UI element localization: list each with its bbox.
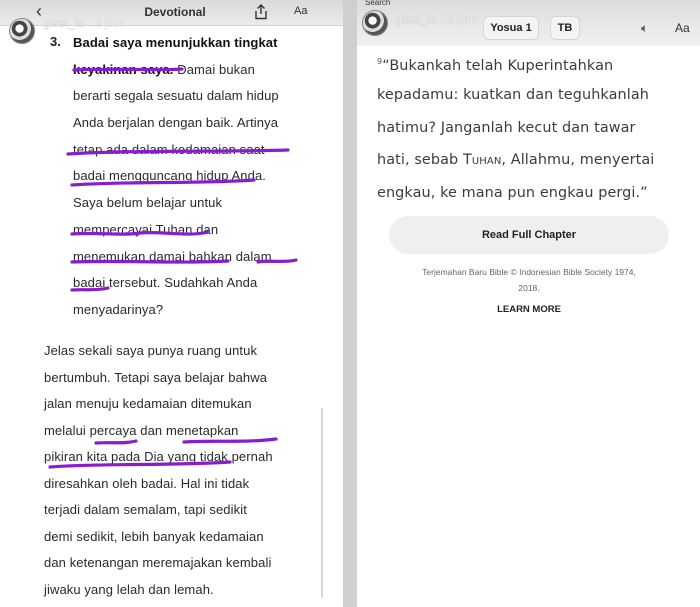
back-arrow-icon[interactable]: ‹: [36, 1, 42, 21]
avatar[interactable]: [362, 10, 388, 36]
devotional-paragraph-1: [73, 30, 318, 324]
bold-text: keyakinan saya.: [73, 61, 174, 77]
username: gisel_la: [395, 12, 436, 26]
paragraph-line: [73, 57, 318, 84]
regular-text: menyadarinya?: [73, 301, 164, 317]
version-button[interactable]: TB: [550, 16, 580, 40]
devotional-paragraph-2: [44, 338, 324, 603]
bible-verse-panel: [357, 0, 700, 607]
time-ago: 2 jam: [95, 16, 125, 30]
regular-text: mempercayai Tuhan dan: [73, 221, 219, 237]
text-size-button[interactable]: Aa: [675, 21, 690, 35]
book-chapter-button[interactable]: Yosua 1: [483, 16, 539, 40]
regular-text: badai mengguncang hidup Anda.: [73, 168, 267, 184]
avatar[interactable]: [9, 18, 35, 44]
paragraph-line: [73, 217, 318, 244]
story-username[interactable]: [395, 12, 476, 26]
page-title: Devotional: [144, 5, 206, 19]
paragraph-line: jiwaku yang lelah dan lemah.: [44, 581, 214, 597]
paragraph-line: [73, 110, 318, 137]
verse-line: kepadamu: kuatkan dan teguhkanlah: [377, 86, 649, 103]
copyright-notice: [387, 264, 671, 296]
regular-text: Anda berjalan dengan baik. Artinya: [73, 115, 279, 131]
paragraph-line: [73, 297, 318, 324]
read-full-chapter-button[interactable]: Read Full Chapter: [389, 216, 669, 254]
paragraph-line: terjadi dalam semalam, tapi sedikit: [44, 502, 247, 517]
verse-text: $^9$“Bukankah telah Kuperintahkan kepadamu: kuatkan dan teguhkanlah hatimu? Janganlah kecut dan tawar hati, sebab Tuhan, Allahmu, menyertai engkau, ke mana pun engkau pergi.”: [377, 46, 695, 210]
bold-text: Badai saya menunjukkan tingkat: [73, 35, 278, 50]
paragraph-line: [73, 270, 318, 297]
paragraph-line: [73, 30, 318, 57]
verse-line: hatimu? Janganlah kecut dan tawar: [377, 119, 636, 136]
verse-number: 9: [377, 57, 383, 66]
list-number: 3.: [50, 34, 61, 49]
paragraph-line: [73, 163, 318, 190]
verse-line: Bukankah telah Kuperintahkan: [389, 57, 614, 74]
regular-text: tetap ada dalam kedamaian saat: [73, 141, 265, 157]
regular-text: badai tersebut. Sudahkah Anda: [73, 275, 258, 291]
paragraph-line: jalan menuju kedamaian ditemukan: [44, 396, 252, 411]
paragraph-line: [73, 137, 318, 164]
regular-text: Saya belum belajar untuk: [73, 195, 223, 211]
paragraph-line: [73, 244, 318, 271]
copyright-line: 2018.: [518, 283, 540, 293]
paragraph-line: demi sedikit, lebih banyak kedamaian: [44, 528, 264, 544]
devotional-panel: [0, 0, 343, 607]
story-username[interactable]: [43, 16, 124, 30]
paragraph-line: dan ketenangan meremajakan kembali: [44, 555, 272, 570]
paragraph-line: diresahkan oleh badai. Hal ini tidak: [44, 475, 250, 491]
regular-text: Damai bukan: [173, 61, 255, 77]
regular-text: berarti segala sesuatu dalam hidup: [73, 88, 279, 104]
speaker-icon[interactable]: 🔈︎: [641, 21, 649, 35]
paragraph-line: Jelas sekali saya punya ruang untuk: [44, 343, 258, 358]
verse-line: , Allahmu, menyertai: [501, 152, 655, 169]
time-ago: 2 jam: [447, 12, 477, 26]
search-label[interactable]: Search: [365, 0, 391, 7]
panel-divider: [343, 0, 357, 607]
lord-name: Tuhan: [462, 152, 502, 169]
text-size-button[interactable]: Aa: [294, 5, 308, 17]
verse-header: [357, 0, 700, 46]
paragraph-line: bertumbuh. Tetapi saya belajar bahwa: [44, 369, 268, 385]
share-icon[interactable]: [254, 4, 268, 20]
paragraph-line: pikiran kita pada Dia yang tidak pernah: [44, 449, 273, 464]
regular-text: menemukan damai bahkan dalam: [73, 248, 272, 264]
verse-line: engkau, ke mana pun engkau pergi.”: [377, 185, 648, 202]
paragraph-line: [73, 190, 318, 217]
scrollbar[interactable]: [321, 408, 323, 598]
copyright-line: Terjemahan Baru Bible © Indonesian Bible Society 1974,: [422, 267, 636, 277]
username: gisel_la: [43, 16, 84, 30]
verse-line: hati, sebab: [377, 152, 463, 169]
paragraph-line: melalui percaya dan menetapkan: [44, 422, 239, 438]
learn-more-link[interactable]: LEARN MORE: [497, 304, 561, 315]
paragraph-line: [73, 83, 318, 110]
